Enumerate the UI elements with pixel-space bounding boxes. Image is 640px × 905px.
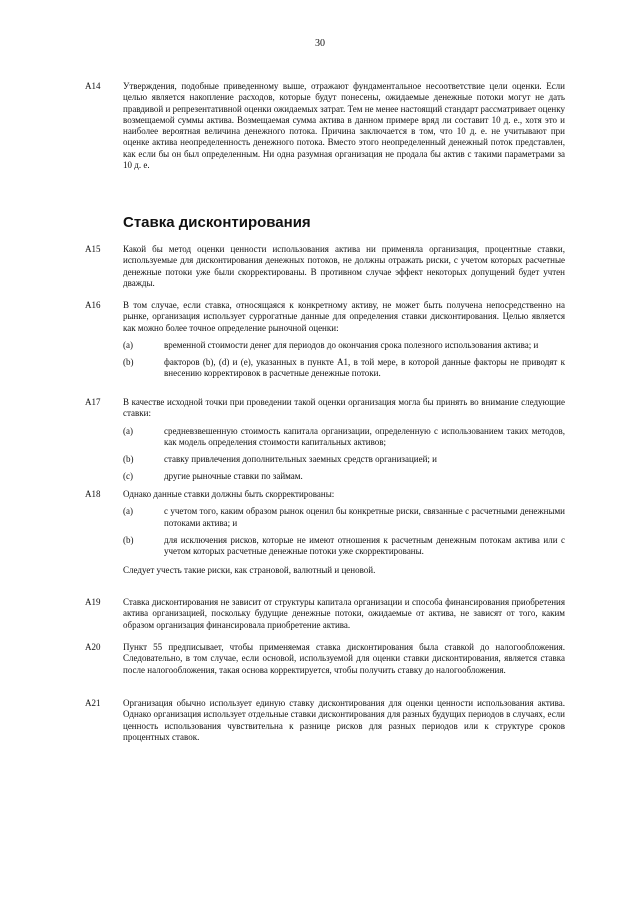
list-item-text: средневзвешенную стоимость капитала организации, определенную с использованием таких методов, как модель определения стоимости капитальных активов; <box>164 425 565 447</box>
list-item-label: (c) <box>123 471 133 482</box>
paragraph-a16 <box>85 300 565 380</box>
list-item <box>123 340 565 351</box>
paragraph-label: A17 <box>85 397 101 407</box>
section-heading: Ставка дисконтирования <box>123 214 311 231</box>
list-item <box>123 471 565 482</box>
list-item <box>123 426 565 449</box>
list-item-label: (b) <box>123 454 134 465</box>
paragraph-label: A19 <box>85 597 101 607</box>
paragraph-label: A15 <box>85 244 101 254</box>
list-item <box>123 357 565 380</box>
paragraph-a20 <box>85 642 565 676</box>
paragraph-a17 <box>85 397 565 483</box>
paragraph-a18 <box>85 489 565 577</box>
list-item-label: (a) <box>123 339 133 350</box>
list-item-text: временной стоимости денег для периодов до окончания срока полезного использования актива; и <box>164 339 539 350</box>
paragraph-text: Однако данные ставки должны быть скорректированы: <box>123 489 335 499</box>
list-item <box>123 535 565 558</box>
list-item-text: с учетом того, каким образом рынок оценил бы конкретные риски, связанные с расчетными денежными потоками актива; и <box>164 506 565 528</box>
list-item-text: факторов (b), (d) и (e), указанных в пункте A1, в той мере, в которой данные факторы не приводят к внесению корректировок в расчетные денежные потоки. <box>164 357 565 379</box>
paragraph-text: Организация обычно использует единую ставку дисконтирования для оценки ценности использования актива. Однако организация использует отдельные ставки дисконтирования для разных будущих периодов в случаях, если ценность использования чувствительна к разнице рисков для разных периодов или к структуре сроков процентных ставок. <box>123 698 565 742</box>
paragraph-a15 <box>85 244 565 289</box>
paragraph-a19 <box>85 597 565 631</box>
list-item-label: (b) <box>123 534 134 545</box>
list-item <box>123 454 565 465</box>
paragraph-label: A16 <box>85 300 101 310</box>
paragraph-label: A14 <box>85 81 101 91</box>
paragraph-text: Утверждения, подобные приведенному выше, отражают фундаментальное несоответствие цели оценки. Если целью является накопление расходов, которые будут понесены, ожидаемые денежные потоки могут не дать правдивой и репрезентативной оценки ожидаемых затрат. Тем не менее настоящий стандарт рассматривает оценку возмещаемой суммы актива. Возмещаемая сумма актива в данном примере вряд ли составит 10 д. е., хотя это и наиболее вероятная величина денежного потока. Причина заключается в том, что 10 д. е. не учитывают при оценке актива неопределенность денежного потока. Вместо этого неопределенный денежный поток представлен, как если бы он был определенным. Ни одна разумная организация не продала бы актив с такими параметрами за 10 д. е. <box>123 81 565 171</box>
paragraph-label: A21 <box>85 698 101 708</box>
paragraph-text: В том случае, если ставка, относящаяся к конкретному активу, не может быть получена непосредственно на рынке, организация использует суррогатные данные для определения ставки дисконтирования. Целью является как можно более точное определение рыночной оценки: <box>123 300 565 333</box>
list-item-label: (b) <box>123 357 134 368</box>
list-item-text: для исключения рисков, которые не имеют отношения к расчетным денежным потокам актива или с учетом которых расчетные денежные потоки уже скорректированы. <box>164 534 565 557</box>
paragraph-a21 <box>85 698 565 743</box>
list-item-label: (a) <box>123 425 133 436</box>
paragraph-closing-text: Следует учесть такие риски, как страновой, валютный и ценовой. <box>123 565 376 576</box>
paragraph-label: A20 <box>85 642 101 652</box>
list-item-text: другие рыночные ставки по займам. <box>164 471 303 482</box>
list-item-text: ставку привлечения дополнительных заемных средств организацией; и <box>164 454 437 465</box>
paragraph-label: A18 <box>85 489 101 499</box>
list-item <box>123 506 565 529</box>
paragraph-text: Пункт 55 предписывает, чтобы применяемая ставка дисконтирования была ставкой до налогообложения. Следовательно, в том случае, если основой, используемой для оценки ставки дисконтирования, является ставка после налогообложения, такая основа корректируется, чтобы получить ставку до налогообложения. <box>123 642 565 675</box>
page-number: 30 <box>315 38 325 49</box>
paragraph-a14 <box>85 81 565 171</box>
paragraph-text: Ставка дисконтирования не зависит от структуры капитала организации и способа финансирования приобретения актива организацией, поскольку будущие денежные потоки, ожидаемые от актива, не зависят от того, каким образом организация финансировала приобретение актива. <box>123 597 565 630</box>
list-item-label: (a) <box>123 506 133 517</box>
paragraph-text: В качестве исходной точки при проведении такой оценки организация могла бы принять во внимание следующие ставки: <box>123 397 565 419</box>
paragraph-text: Какой бы метод оценки ценности использования актива ни применяла организация, процентные ставки, используемые для дисконтирования денежных потоков, не должны отражать риски, с учетом которых расчетные денежные потоки уже были скорректированы. В противном случае эффект некоторых допущений будет учтен дважды. <box>123 244 565 288</box>
